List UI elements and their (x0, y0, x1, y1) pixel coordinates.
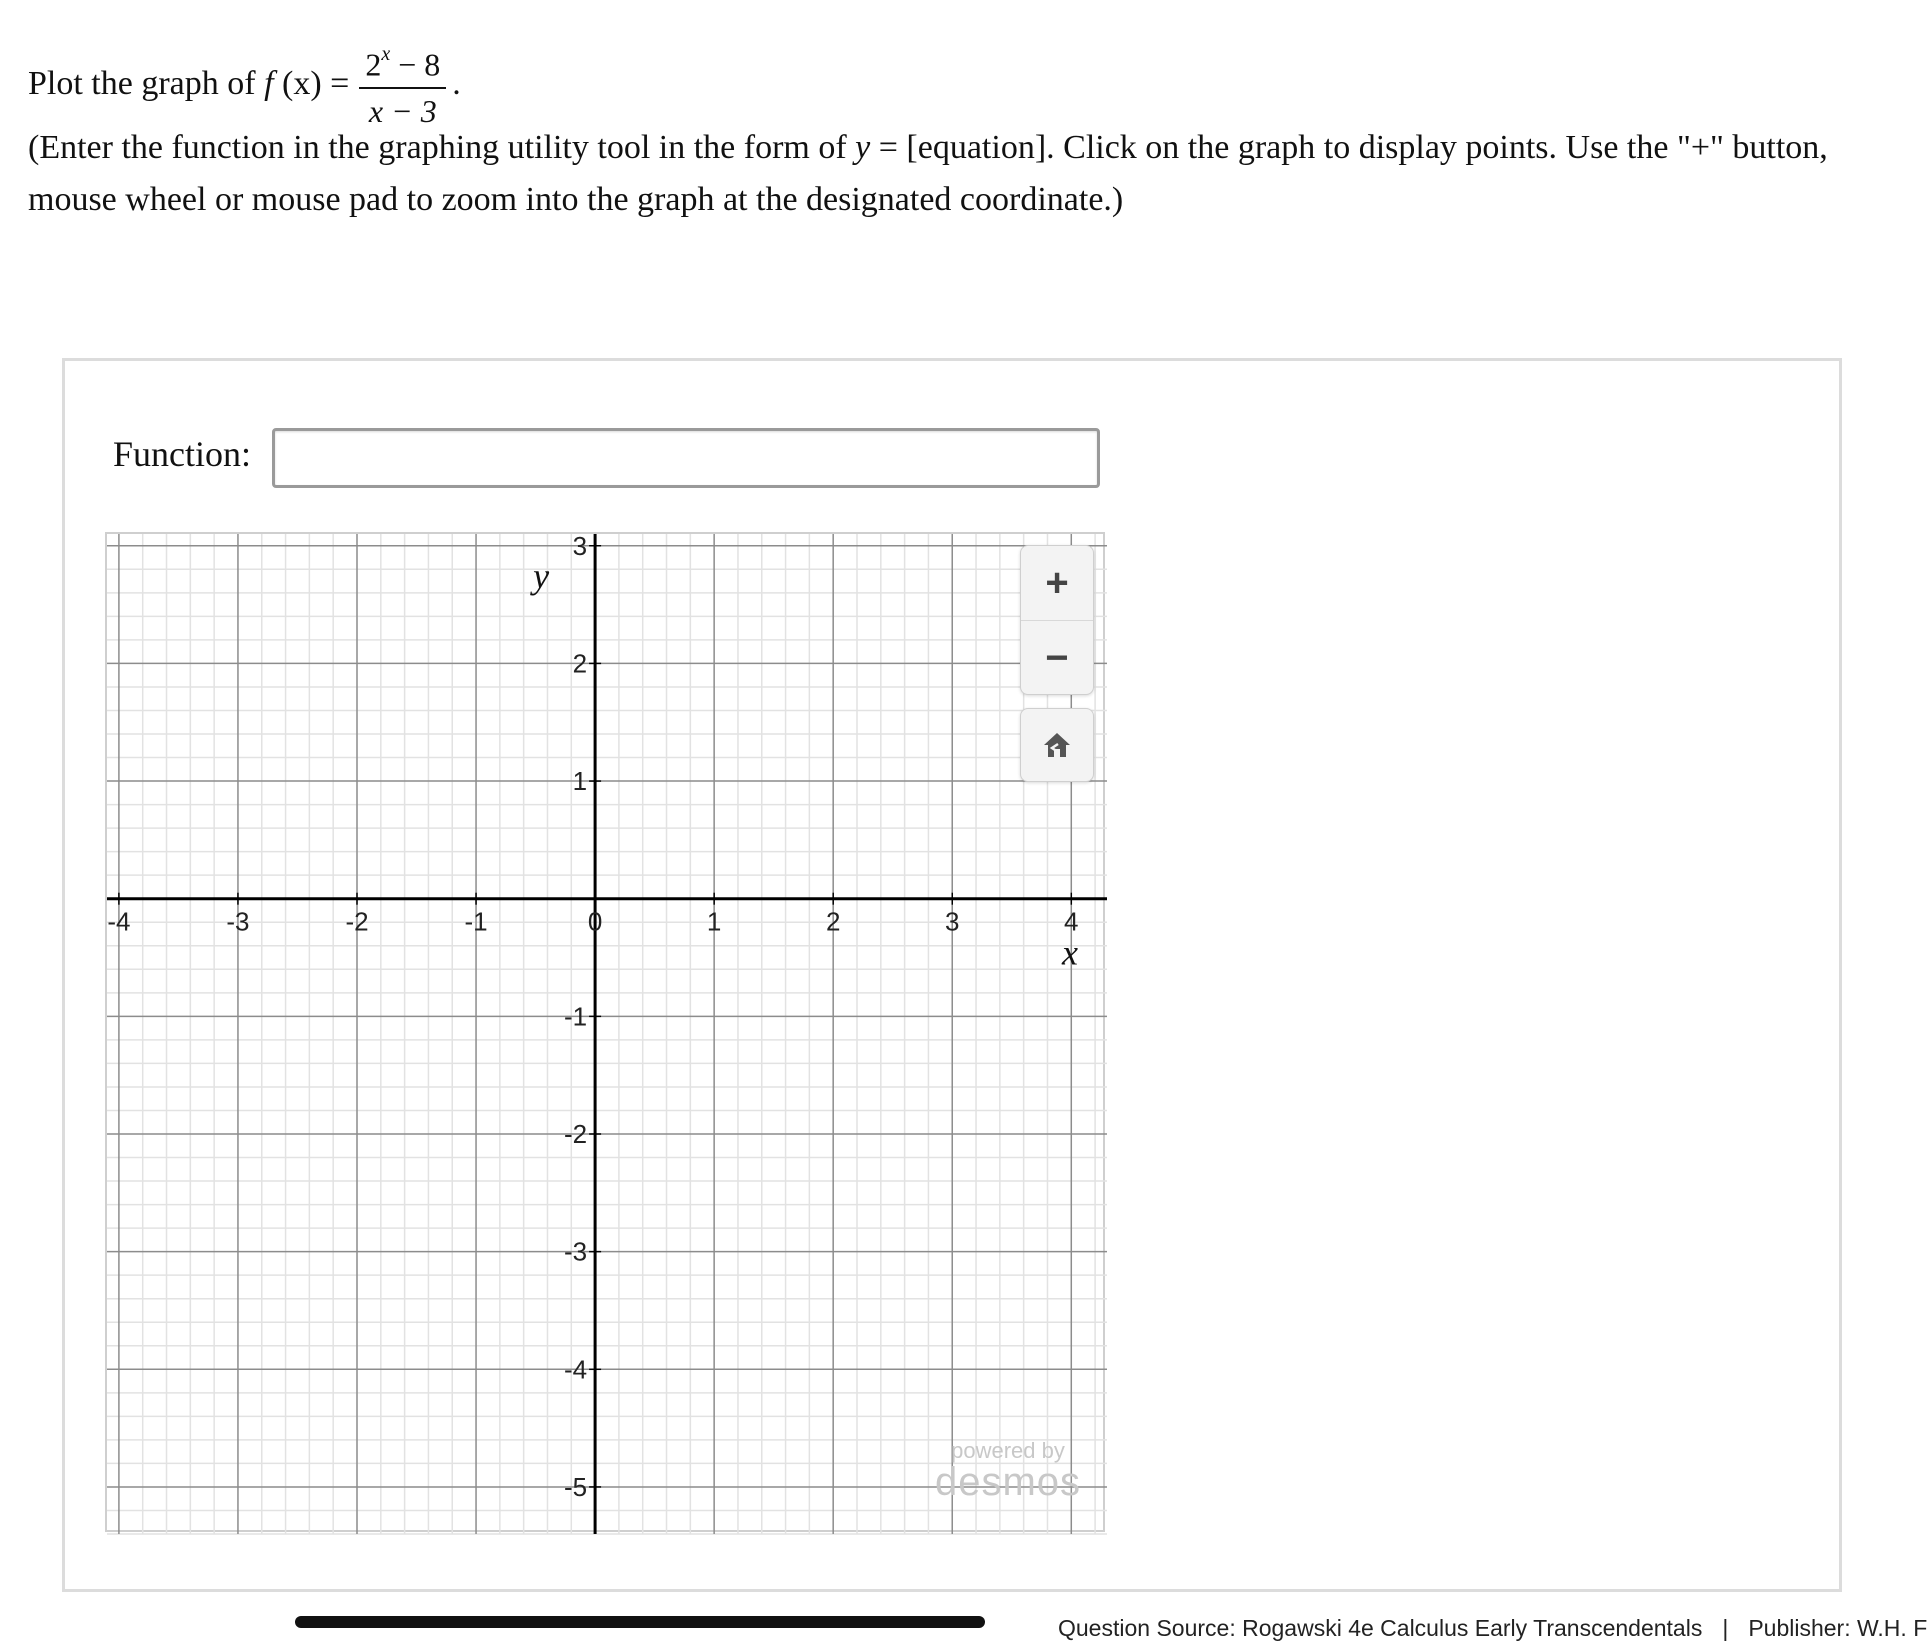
minor-grid (107, 534, 1107, 1534)
instructions: (Enter the function in the graphing utility tool in the form of y = [equation]. Click on the graph to display points. Use the "+" button, mouse wheel or mouse pad to zoom into the graph at the designated coordinate.) (28, 129, 1828, 218)
zoom-controls (1020, 545, 1094, 695)
function-name: f (264, 65, 274, 103)
function-arg: (x) = (282, 65, 350, 103)
prompt-prefix: Plot the graph of (28, 65, 256, 103)
fraction-bar (359, 87, 446, 89)
powered-by-desmos (928, 1440, 1088, 1502)
y-tick-label: 3 (572, 530, 588, 561)
x-tick-label: -3 (226, 906, 250, 937)
y-tick-label: -1 (563, 1001, 588, 1032)
x-tick-label: -1 (464, 906, 488, 937)
y-tick-label: -4 (563, 1354, 588, 1385)
x-tick-label: 1 (706, 906, 722, 937)
major-grid (107, 534, 1107, 1534)
axes (107, 534, 1107, 1534)
home-icon (1042, 731, 1072, 759)
fraction-numerator: $2^x - 8$ (365, 43, 441, 83)
y-tick-label: -5 (563, 1471, 588, 1502)
x-tick-label: -2 (345, 906, 369, 937)
y-tick-label: 2 (572, 648, 588, 679)
desmos-logo: desmos (934, 1460, 1082, 1504)
x-tick-label: 2 (825, 906, 841, 937)
x-tick-label: 3 (945, 906, 960, 937)
x-tick-label: 4 (1064, 906, 1079, 937)
footer (1058, 1614, 1927, 1642)
y-tick-label: 1 (572, 766, 588, 797)
function-input[interactable] (272, 428, 1100, 488)
x-axis-name: x (1062, 932, 1078, 973)
graph-canvas[interactable] (105, 532, 1105, 1532)
publisher: Publisher: W.H. F (1748, 1615, 1927, 1641)
question-source: Question Source: Rogawski 4e Calculus Early Transcendentals (1058, 1615, 1703, 1641)
zoom-out-button[interactable]: − (1021, 620, 1093, 695)
zoom-in-button[interactable]: + (1045, 560, 1069, 605)
question-prompt (28, 40, 461, 129)
horizontal-scrollbar[interactable] (295, 1616, 985, 1628)
x-tick-label: -4 (107, 906, 131, 937)
function-label: Function: (113, 434, 252, 474)
function-fraction (359, 40, 446, 129)
axis-names (530, 556, 1078, 973)
y-tick-label: -3 (563, 1236, 588, 1267)
x-tick-label: 0 (587, 906, 603, 937)
fraction-denominator: x − 3 (368, 92, 437, 129)
y-tick-label: -2 (563, 1119, 588, 1149)
footer-separator: | (1722, 1615, 1729, 1641)
home-button[interactable] (1020, 708, 1094, 782)
y-axis-name: y (533, 556, 550, 596)
powered-by-text: powered by (951, 1438, 1065, 1463)
prompt-period: . (452, 65, 461, 103)
